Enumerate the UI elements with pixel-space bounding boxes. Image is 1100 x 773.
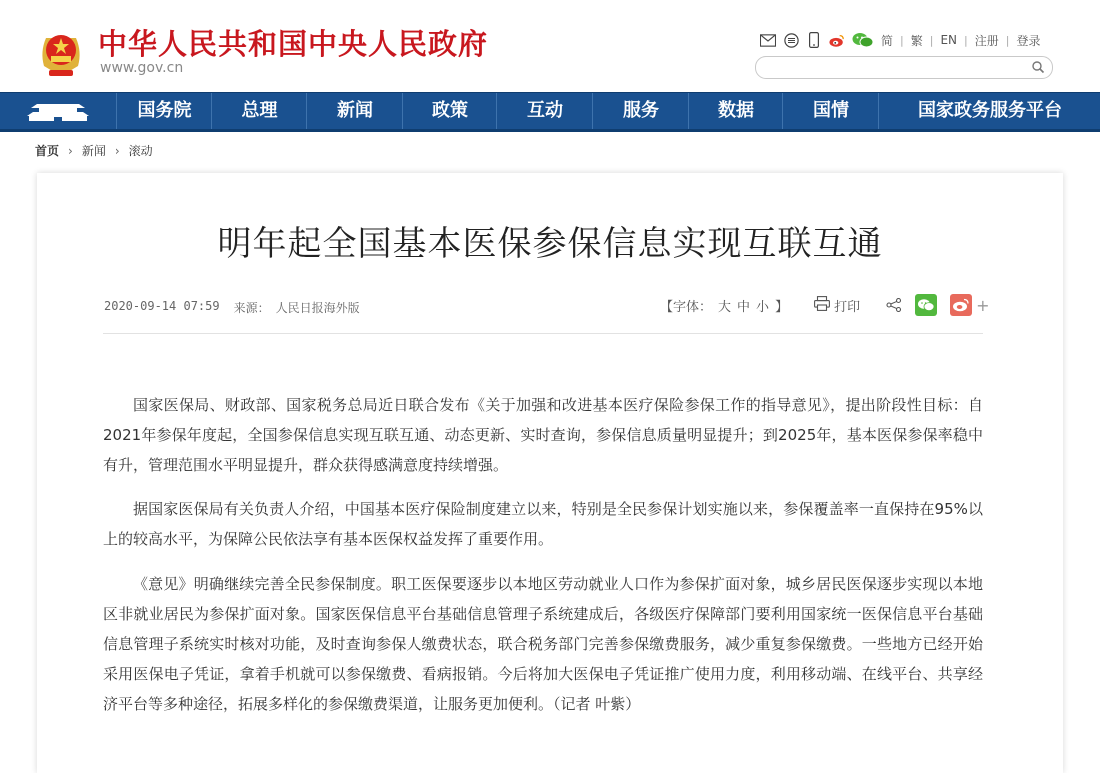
- font-size-close: 】: [775, 299, 789, 315]
- simplified-chinese-link[interactable]: 简: [881, 33, 894, 48]
- share-wechat-button[interactable]: [915, 294, 937, 316]
- meta-divider: [103, 333, 983, 334]
- font-size-medium[interactable]: 中: [737, 299, 751, 315]
- article-meta: [104, 299, 360, 316]
- article-paragraph: 据国家医保局有关负责人介绍，中国基本医疗保险制度建立以来，特别是全民参保计划实施以来，参保覆盖率一直保持在95%以上的较高水平，为保障公民依法享有基本医保权益发挥了重要作用。: [103, 500, 983, 548]
- font-size-small[interactable]: 小: [756, 299, 770, 315]
- font-size-control: [660, 296, 788, 315]
- weibo-icon: [952, 298, 970, 312]
- share-icon[interactable]: [886, 298, 902, 312]
- publish-date: 2020-09-14 07:59: [104, 299, 220, 313]
- mobile-icon[interactable]: [806, 32, 822, 48]
- breadcrumb-home[interactable]: 首页: [35, 144, 60, 158]
- traditional-chinese-link[interactable]: 繁: [910, 33, 923, 48]
- site-title[interactable]: 中华人民共和国中央人民政府: [98, 27, 489, 61]
- breadcrumb-rolling[interactable]: 滚动: [128, 144, 153, 158]
- wechat-icon: [917, 298, 935, 312]
- font-size-large[interactable]: 大: [718, 299, 732, 315]
- chevron-right-icon: ›: [68, 143, 73, 158]
- separator: |: [1005, 33, 1010, 47]
- top-toolbar: [760, 30, 1041, 50]
- article-paragraph: 国家医保局、财政部、国家税务总局近日联合发布《关于加强和改进基本医疗保险参保工作的指导意见》，提出阶段性目标：自2021年参保年度起，全国参保信息实现互联互通、动态更新、实时查询，参保信息质量明显提升；到2025年，基本医保参保率稳中有升，管理范围水平明显提升，群众获得感满意度持续增强。: [103, 396, 983, 474]
- breadcrumb: [35, 142, 153, 159]
- chevron-right-icon: ›: [114, 143, 120, 158]
- separator: |: [964, 33, 968, 47]
- print-icon: [814, 296, 830, 315]
- article-title: 明年起全国基本医保参保信息实现互联互通: [217, 224, 883, 264]
- nav-item-gov-service-platform[interactable]: 国家政务服务平台: [878, 93, 1100, 129]
- mail-icon[interactable]: [760, 32, 776, 48]
- source-label: 来源：: [233, 301, 270, 315]
- nav-item-state-council[interactable]: 国务院: [116, 93, 212, 129]
- plus-icon[interactable]: +: [976, 295, 990, 315]
- search-icon[interactable]: [1030, 59, 1046, 75]
- national-emblem-icon[interactable]: [36, 26, 86, 80]
- separator: |: [929, 33, 934, 47]
- nav-item-services[interactable]: 服务: [592, 93, 689, 129]
- print-button[interactable]: [814, 296, 860, 315]
- site-domain: www.gov.cn: [100, 60, 184, 76]
- share-weibo-button[interactable]: [950, 294, 972, 316]
- search-input[interactable]: [755, 56, 1053, 79]
- source-name: 人民日报海外版: [275, 301, 360, 315]
- separator: |: [900, 33, 904, 47]
- article-tools: [660, 294, 990, 316]
- nav-item-national-info[interactable]: 国情: [782, 93, 879, 129]
- article-paragraph: 《意见》明确继续完善全民参保制度。职工医保要逐步以本地区劳动就业人口作为参保扩面对象，城乡居民医保逐步实现以本地区非就业居民为参保扩面对象。国家医保信息平台基础信息管理子系统建成后，各级医疗保障部门要利用国家统一医保信息平台基础信息管理子系统实时核对功能，及时查询参保人缴费状态，联合税务部门完善参保缴费服务，减少重复参保缴费。一些地方已经开始采用医保电子凭证，拿着手机就可以参保缴费、看病报销。今后将加大医保电子凭证推广使用力度，利用移动端、在线平台、共享经济平台等多种途径，拓展多样化的参保缴费渠道，让服务更加便利。（记者 叶紫）: [103, 575, 983, 713]
- tiananmen-home-icon[interactable]: [0, 93, 116, 129]
- nav-item-premier[interactable]: 总理: [211, 93, 307, 129]
- breadcrumb-news[interactable]: 新闻: [81, 144, 106, 158]
- main-navigation: [0, 92, 1100, 132]
- wechat-icon[interactable]: [852, 32, 874, 48]
- nav-item-interaction[interactable]: 互动: [496, 93, 593, 129]
- site-header: [0, 0, 1100, 92]
- nav-item-policy[interactable]: 政策: [402, 93, 497, 129]
- rss-icon[interactable]: [783, 32, 799, 48]
- source-info: [234, 299, 360, 316]
- nav-item-news[interactable]: 新闻: [306, 93, 403, 129]
- print-label: 打印: [834, 299, 861, 315]
- font-size-label: 【字体：: [660, 299, 713, 315]
- weibo-icon[interactable]: [829, 32, 845, 48]
- nav-item-data[interactable]: 数据: [688, 93, 783, 129]
- register-link[interactable]: 注册: [974, 33, 999, 48]
- login-link[interactable]: 登录: [1016, 33, 1041, 48]
- english-link[interactable]: EN: [940, 33, 958, 47]
